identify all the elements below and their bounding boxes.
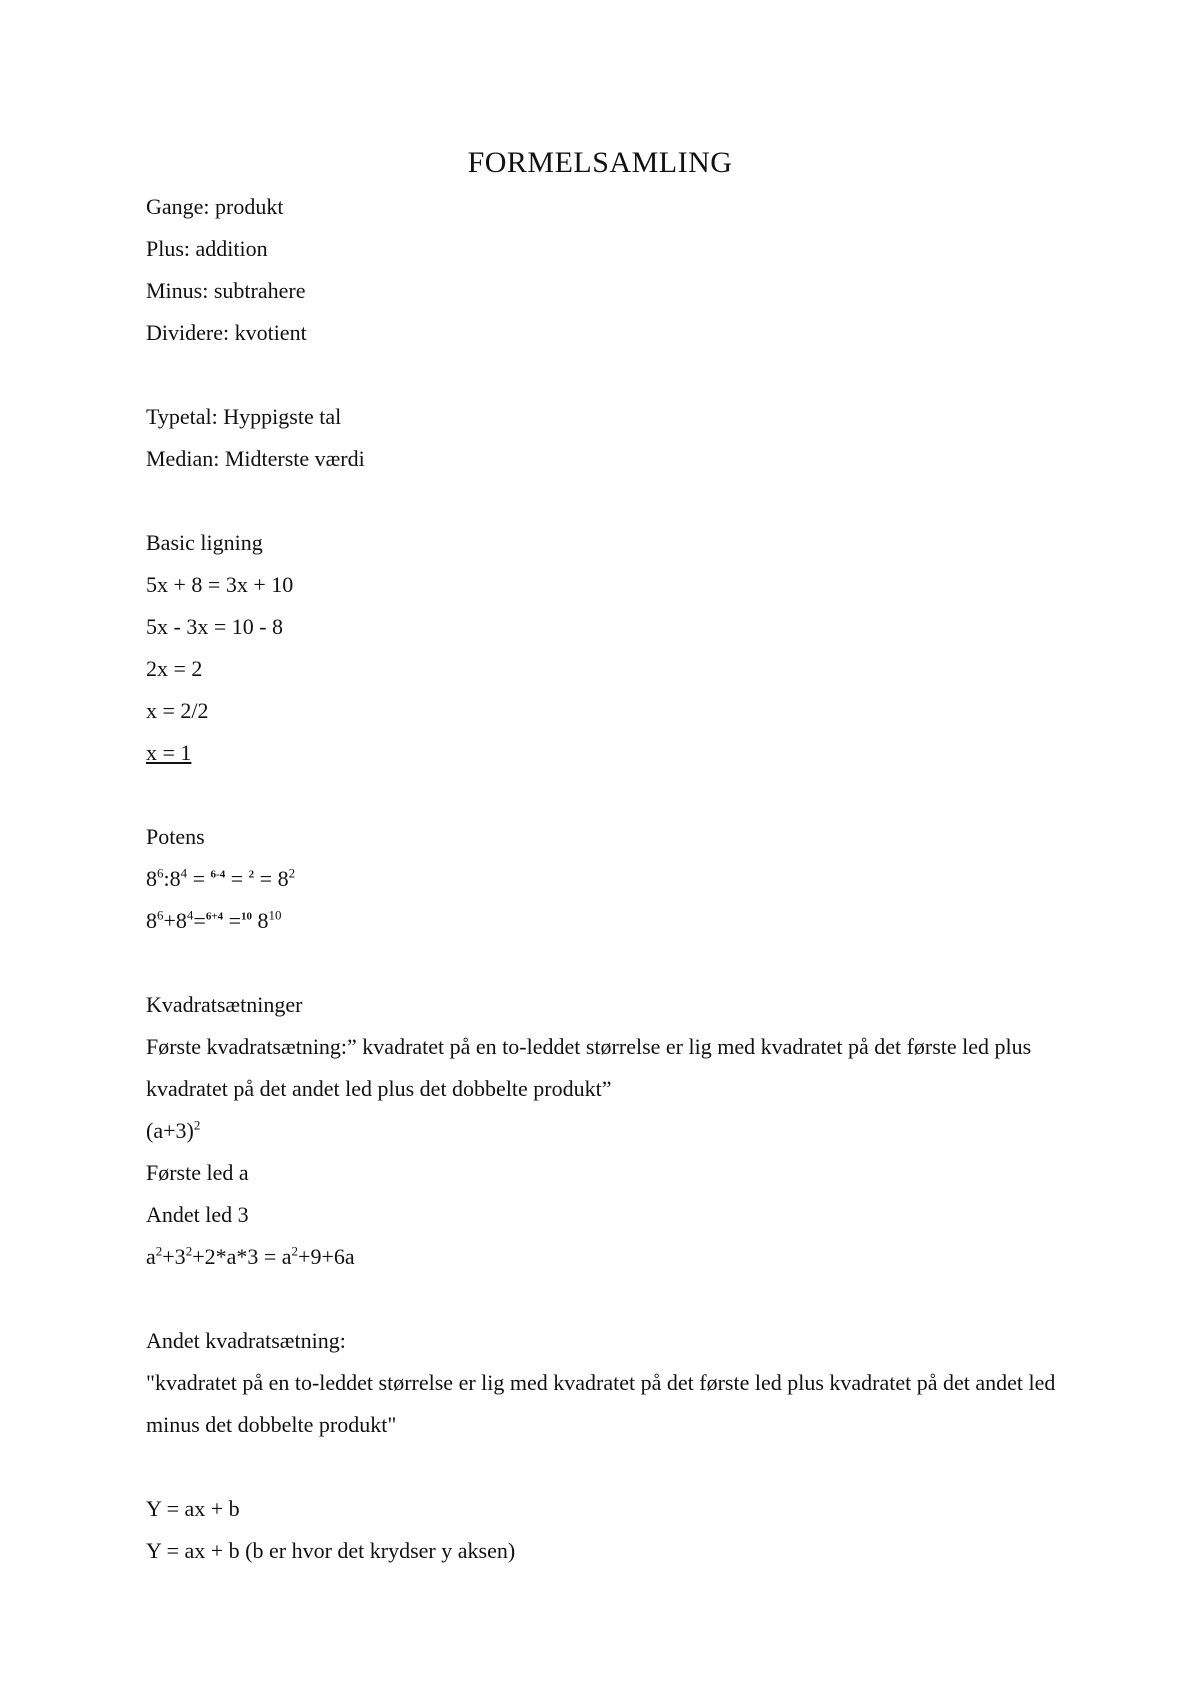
- term: +9+6a: [298, 1244, 355, 1269]
- equation-result-text: x = 1: [146, 740, 192, 765]
- potens-exponent: 2: [288, 865, 296, 881]
- term: +3: [162, 1244, 186, 1269]
- potens-base: 8: [277, 866, 289, 891]
- term: a: [146, 1244, 156, 1269]
- term-dividere: Dividere: kvotient: [146, 320, 307, 345]
- linear-equation: Y = ax + b: [146, 1496, 240, 1521]
- potens-division-line: [146, 858, 1076, 900]
- potens-base: 8: [146, 908, 157, 933]
- term-plus: Plus: addition: [146, 236, 268, 261]
- equation-step: 2x = 2: [146, 656, 203, 681]
- kvadrat-heading: Kvadratsætninger: [146, 992, 303, 1017]
- term-exponent: 2: [185, 1243, 193, 1259]
- potens-step-exponent: 6-4: [210, 868, 226, 881]
- spacer: [146, 1278, 1076, 1320]
- term-exponent: 2: [291, 1243, 299, 1259]
- kvadrat-first-led: Første led a: [146, 1160, 249, 1185]
- spacer: [146, 774, 1076, 816]
- equation-step: x = 2/2: [146, 698, 209, 723]
- stat-typetal: Typetal: Hyppigste tal: [146, 404, 342, 429]
- potens-exponent: 6: [157, 865, 164, 881]
- potens-step-exponent: 6+4: [205, 910, 224, 923]
- spacer: [146, 480, 1076, 522]
- potens-base: 8: [175, 908, 187, 933]
- potens-base: 8: [169, 866, 181, 891]
- spacer: [146, 354, 1076, 396]
- linear-equation-note: Y = ax + b (b er hvor det krydser y aksen): [146, 1538, 516, 1563]
- equation-result: [146, 732, 1076, 774]
- potens-base: 8: [146, 866, 157, 891]
- term-gange: Gange: produkt: [146, 194, 284, 219]
- equals-sign: =: [223, 908, 242, 933]
- equals-sign: =: [193, 908, 206, 933]
- equals-sign: =: [254, 866, 278, 891]
- term-exponent: 2: [155, 1243, 163, 1259]
- stat-median: Median: Midterste værdi: [146, 446, 365, 471]
- first-kvadrat-rule: Første kvadratsætning:” kvadratet på en to-leddet størrelse er lig med kvadratet på det første led plus kvadratet på det andet led plus det dobbelte produkt”: [146, 1034, 1032, 1101]
- potens-step-exponent: 10: [241, 910, 253, 923]
- spacer: [146, 1446, 1076, 1488]
- potens-exponent: 6: [157, 907, 164, 923]
- potens-exponent: 4: [186, 907, 194, 923]
- expression: (a+3): [146, 1118, 194, 1143]
- equals-sign: =: [225, 866, 249, 891]
- potens-base: 8: [257, 908, 269, 933]
- expression-exponent: 2: [193, 1117, 201, 1133]
- potens-heading: Potens: [146, 824, 205, 849]
- spacer: [146, 942, 1076, 984]
- potens-exponent: 4: [180, 865, 188, 881]
- kvadrat-second-led: Andet led 3: [146, 1202, 249, 1227]
- potens-operator: :: [163, 866, 170, 891]
- potens-exponent: 10: [268, 907, 282, 923]
- second-kvadrat-heading: Andet kvadratsætning:: [146, 1328, 346, 1353]
- second-kvadrat-rule: "kvadratet på en to-leddet størrelse er lig med kvadratet på det første led plus kvadratet på det andet led minus det dobbelte produkt": [146, 1370, 1056, 1437]
- equation-step: 5x - 3x = 10 - 8: [146, 614, 284, 639]
- kvadrat-example-expression: [146, 1110, 1076, 1152]
- page-title: FORMELSAMLING: [467, 146, 733, 179]
- kvadrat-expansion: [146, 1236, 1076, 1278]
- potens-multiplication-line: [146, 900, 1076, 942]
- document-body: [146, 186, 1076, 1572]
- term: +2*a*3 = a: [192, 1244, 292, 1269]
- potens-operator: +: [163, 908, 176, 933]
- equals-sign: =: [187, 866, 211, 891]
- equation-heading: Basic ligning: [146, 530, 263, 555]
- equation-step: 5x + 8 = 3x + 10: [146, 572, 294, 597]
- potens-step-exponent: 2: [248, 868, 255, 881]
- term-minus: Minus: subtrahere: [146, 278, 306, 303]
